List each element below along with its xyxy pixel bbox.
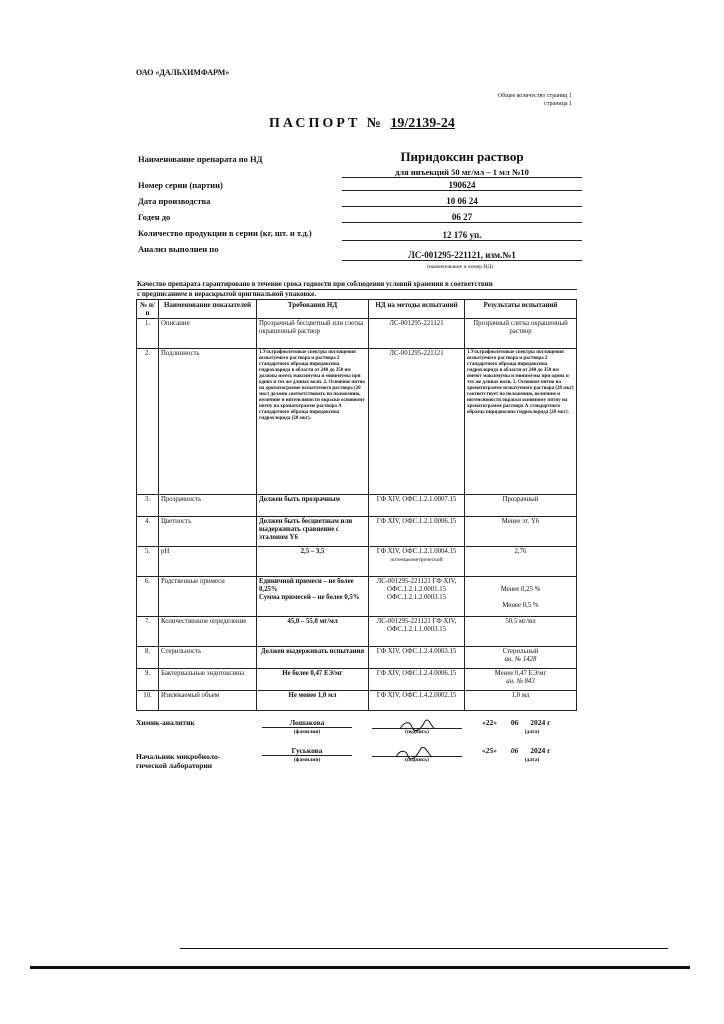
row-method: ГФ XIV, ОФС.1.2.1.0006.15 xyxy=(369,517,465,547)
row-result: Прозрачный xyxy=(465,495,577,517)
row-name: Цветность xyxy=(159,517,257,547)
row-result-a: Менее 0,25 % xyxy=(500,586,541,593)
chemist-date xyxy=(482,718,582,727)
row-name: Стерильность xyxy=(159,647,257,669)
date1-year: 2024 г xyxy=(530,718,551,727)
row-req: Должен быть прозрачным xyxy=(257,495,369,517)
row-req: 2,5 – 3,5 xyxy=(257,547,369,577)
row-num: 6. xyxy=(137,577,159,617)
table-row xyxy=(137,517,577,547)
row-method: ЛС-001295-221121 xyxy=(369,349,465,495)
row-method: ГФ XIV, ОФС.1.2.1.0007.15 xyxy=(369,495,465,517)
row-num: 2. xyxy=(137,349,159,495)
analysis-label: Анализ выполнен по xyxy=(138,244,219,254)
header-result: Результаты испытаний xyxy=(465,300,577,319)
scan-edge-line xyxy=(30,966,690,969)
row-req-a: Единичной примеси – не более 0,25% xyxy=(259,578,354,593)
company-name: ОАО «ДАЛЬХИМФАРМ» xyxy=(136,68,230,77)
head-date-caption: (дата) xyxy=(524,757,540,763)
row-result-note: ан. № 843 xyxy=(506,678,535,685)
date1-day: «22» xyxy=(482,718,497,727)
row-method: ЛС-001295-221121 ГФ XIV, ОФС.1.2.1.2.0001.15 ОФС.1.2.1.2.0003.15 xyxy=(369,577,465,617)
header-method: НД на методы испытаний xyxy=(369,300,465,319)
row-method: ГФ XIV, ОФС.1.2.4.0006.15 xyxy=(369,669,465,691)
row-req: Не более 0,47 ЕЭ/мг xyxy=(257,669,369,691)
title-label: ПАСПОРТ № xyxy=(269,116,384,131)
row-result: 1,0 мл xyxy=(465,691,577,711)
header-req: Требования НД xyxy=(257,300,369,319)
head-role-line-1: Начальник микробиоло- xyxy=(136,752,221,761)
chemist-date-caption: (дата) xyxy=(524,729,540,735)
row-req-cell xyxy=(257,577,369,617)
row-name: Бактериальные эндотоксины xyxy=(159,669,257,691)
guarantee-line-2: с предписанием в нераскрытой оригинальной упаковке. xyxy=(137,290,316,298)
date2-month: 06 xyxy=(510,746,519,755)
table-row xyxy=(137,647,577,669)
row-num: 10. xyxy=(137,691,159,711)
row-method-cell xyxy=(369,547,465,577)
passport-number: 19/2139-24 xyxy=(390,116,455,131)
table-row xyxy=(137,691,577,711)
date1-month: 06 xyxy=(510,718,519,727)
row-result: 2,76 xyxy=(465,547,577,577)
drug-form: для инъекций 50 мг/мл – 1 мл №10 xyxy=(342,167,582,178)
row-name: Описание xyxy=(159,319,257,349)
row-num: 9. xyxy=(137,669,159,691)
chemist-surname-caption: (фамилия) xyxy=(293,729,321,735)
pages-total: Общее количество страниц 1 xyxy=(497,93,572,99)
row-result-b: Менее 0,5 % xyxy=(502,602,539,609)
produced-label: Дата производства xyxy=(138,196,211,206)
row-num: 4. xyxy=(137,517,159,547)
date2-day: «25» xyxy=(482,746,497,755)
date2-year: 2024 г xyxy=(530,746,551,755)
row-result: Менее эт. Y6 xyxy=(465,517,577,547)
head-signature xyxy=(372,746,462,757)
head-role xyxy=(136,752,220,770)
row-num: 1. xyxy=(137,319,159,349)
guarantee-line-1: Качество препарата гарантировано в течение срока годности при соблюдении условий хранения в соответствии xyxy=(137,280,577,290)
row-num: 3. xyxy=(137,495,159,517)
row-name: Извлекаемый объем xyxy=(159,691,257,711)
table-row xyxy=(137,617,577,647)
row-method: ЛС-001295-221121 ГФ XIV, ОФС.1.2.1.1.0003.15 xyxy=(369,617,465,647)
table-header-row xyxy=(137,300,577,319)
row-method: ГФ XIV, ОФС.1.4.2.0002.15 xyxy=(369,691,465,711)
table-row xyxy=(137,669,577,691)
results-table xyxy=(136,299,577,711)
row-num: 8. xyxy=(137,647,159,669)
head-surname-caption: (фамилия) xyxy=(293,757,321,763)
quantity-label: Количество продукции в серии (кг, шт. и т.д.) xyxy=(138,228,312,238)
row-name: Количественное определение xyxy=(159,617,257,647)
head-role-line-2: гической лаборатории xyxy=(136,761,213,770)
table-row xyxy=(137,577,577,617)
chemist-sign-caption: (подпись) xyxy=(405,729,429,735)
header-name: Наименование показателей xyxy=(159,300,257,319)
page-number: страница 1 xyxy=(544,101,572,107)
table-row xyxy=(137,349,577,495)
table-row xyxy=(137,319,577,349)
row-result: Менее 0,47 ЕЭ/мг xyxy=(494,670,547,677)
row-result: Стерильный xyxy=(502,648,539,655)
row-req: 1.Ультрафиолетовые спектры поглощения испытуемого раствора и раствора 2 стандартного образца пиридоксина гидрохлорида в области от 240 до 350 нм должны иметь максимумы и минимумы при одних и тех же длинах волн. 2. Основное пятно на хроматограмме испытуемого раствора (20 мкг) должно соответствовать по положению, величине и интенсивности окраски основному пятну на хроматограмме раствора А стандартного образца пиридоксина гидрохлорида (20 мкг). xyxy=(257,349,369,495)
row-name: Прозрачность xyxy=(159,495,257,517)
analysis-note: (наименование и номер НД) xyxy=(427,264,493,270)
row-result-cell xyxy=(465,577,577,617)
head-name: Гуськова xyxy=(262,746,352,756)
expiry-label: Годен до xyxy=(138,212,171,222)
row-name: Родственные примеси xyxy=(159,577,257,617)
row-method: ГФ XIV, ОФС.1.2.4.0003.15 xyxy=(369,647,465,669)
chemist-role: Химик-аналитик xyxy=(136,718,195,727)
produced-value: 10 06 24 xyxy=(342,196,582,207)
row-req: Не менее 1,0 мл xyxy=(257,691,369,711)
batch-value: 190624 xyxy=(342,180,582,191)
row-num: 5. xyxy=(137,547,159,577)
row-req: Должен выдерживать испытания xyxy=(257,647,369,669)
analysis-value: ЛС-001295-221121, изм.№1 xyxy=(342,250,582,261)
chemist-name: Лошакова xyxy=(262,718,352,728)
header-num: № п/п xyxy=(137,300,159,319)
row-name: pH xyxy=(159,547,257,577)
row-result-cell xyxy=(465,647,577,669)
head-sign-caption: (подпись) xyxy=(405,757,429,763)
row-num: 7. xyxy=(137,617,159,647)
table-row xyxy=(137,495,577,517)
row-result: Прозрачный слегка окрашенный раствор xyxy=(465,319,577,349)
row-req-b: Сумма примесей – не более 0,5% xyxy=(259,594,360,601)
row-name: Подлинность xyxy=(159,349,257,495)
document-title xyxy=(0,116,724,132)
page-count xyxy=(498,92,572,108)
row-req: Прозрачный бесцветный или слегка окрашенный раствор xyxy=(257,319,369,349)
batch-label: Номер серии (партии) xyxy=(138,180,223,190)
guarantee-text xyxy=(137,280,577,299)
row-method: ГФ XIV, ОФС.1.2.1.0004.15 xyxy=(376,548,457,555)
drug-label: Наименование препарата по НД xyxy=(138,154,263,164)
drug-name: Пиридоксин раствор xyxy=(400,149,524,164)
row-result-cell xyxy=(465,669,577,691)
row-method: ЛС-001295-221121 xyxy=(369,319,465,349)
quantity-value: 12 176 уп. xyxy=(342,230,582,241)
row-req: Должен быть бесцветным или выдерживать сравнение с эталоном Y6 xyxy=(257,517,369,547)
row-result: 50,5 мг/мл xyxy=(465,617,577,647)
scan-line xyxy=(180,948,668,949)
row-result-note: ан. № 1428 xyxy=(504,656,537,663)
expiry-value: 06 27 xyxy=(342,212,582,223)
row-req: 45,0 – 55,0 мг/мл xyxy=(257,617,369,647)
row-result: 1.Ультрафиолетовые спектры поглощения испытуемого раствора и раствора 2 стандартного образца пиридоксина гидрохлорида в области от 240 до 350 нм имеют максимумы и минимумы при одних и тех же длинах волн. 2. Основное пятно на хроматограмме испытуемого раствора (20 мкг) соответствует по положению, величине и интенсивности окраски основному пятну на хроматограмме раствора А стандартного образца пиридоксина гидрохлорида (20 мкг). xyxy=(465,349,577,495)
head-date xyxy=(482,746,582,755)
chemist-signature xyxy=(372,718,462,729)
table-row xyxy=(137,547,577,577)
row-method-note: потенциометрический xyxy=(390,557,443,563)
